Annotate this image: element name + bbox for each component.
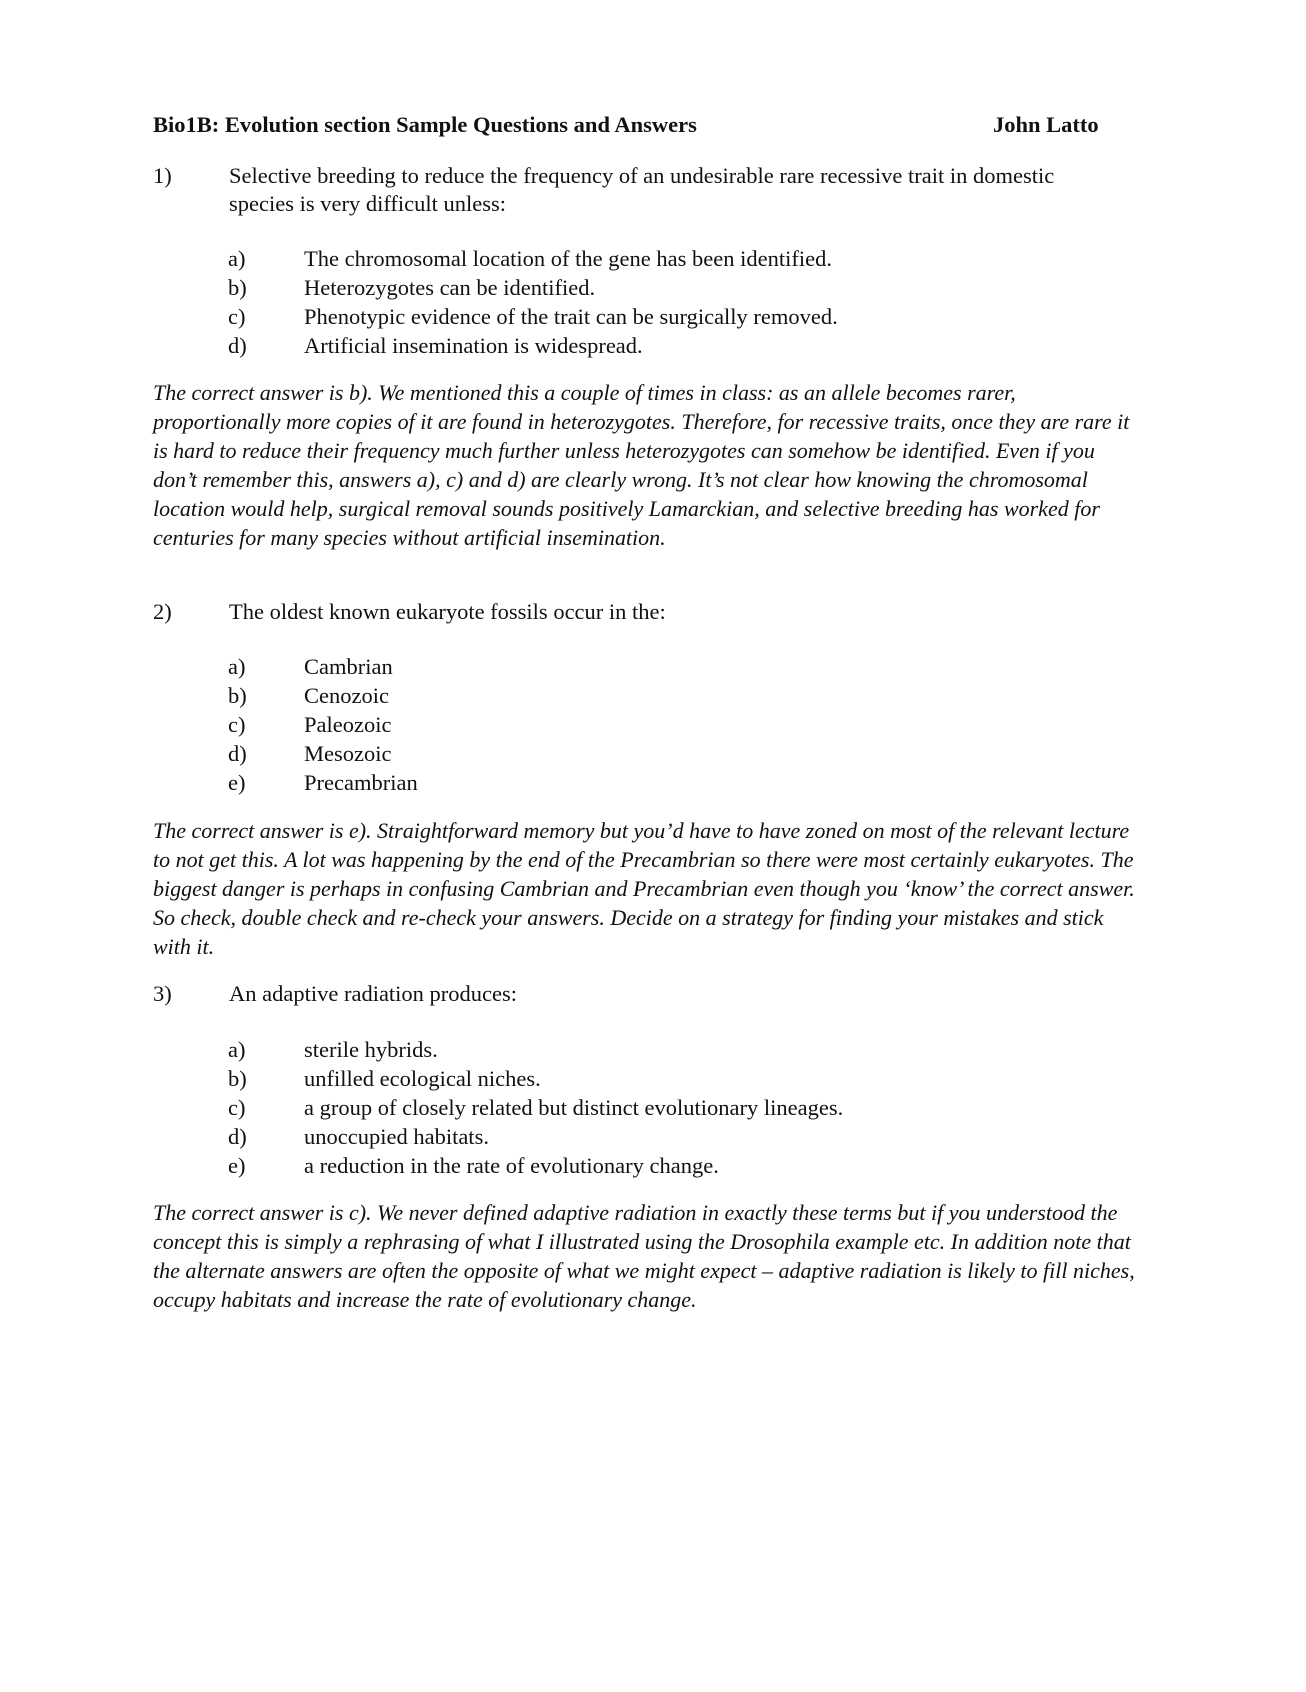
option-letter: e) (228, 770, 246, 795)
question-2-answer: The correct answer is e). Straightforward memory but you’d have to have zoned on most of the relevant lecture to not get this. A lot was happening by the end of the Precambrian so there were most certainly eukaryotes. The biggest danger is perhaps in confusing Cambrian and Precambrian even though you ‘know’ the correct answer. So check, double check and re-check your answers. Decide on a strategy for finding your mistakes and stick with it. (153, 818, 1135, 959)
option-letter: b) (228, 275, 247, 300)
document-author: John Latto (993, 112, 1099, 137)
option-letter: d) (228, 741, 247, 766)
option-letter: a) (228, 654, 246, 679)
option-letter: e) (228, 1153, 246, 1178)
option-text: a group of closely related but distinct evolutionary lineages. (304, 1095, 844, 1120)
option-text: Paleozoic (304, 712, 392, 737)
document-title: Bio1B: Evolution section Sample Questions and Answers (153, 112, 697, 137)
option-text: Heterozygotes can be identified. (304, 275, 596, 300)
option-letter: c) (228, 1095, 246, 1120)
option-text: a reduction in the rate of evolutionary change. (304, 1153, 719, 1178)
question-1-answer: The correct answer is b). We mentioned this a couple of times in class: as an allele becomes rarer, proportionally more copies of it are found in heterozygotes. Therefore, for recessive traits, once they are rare it is hard to reduce their frequency much further unless heterozygotes can somehow be identified. Even if you don’t remember this, answers a), c) and d) are clearly wrong. It’s not clear how knowing the chromosomal location would help, surgical removal sounds positively Lamarckian, and selective breeding has worked for centuries for many species without artificial insemination. (153, 380, 1130, 550)
option-text: Artificial insemination is widespread. (304, 333, 643, 358)
document-header (153, 112, 1113, 144)
question-text: An adaptive radiation produces: (229, 981, 518, 1006)
option-text: Cambrian (304, 654, 393, 679)
option-letter: a) (228, 246, 246, 271)
option-letter: c) (228, 712, 246, 737)
question-number: 2) (153, 599, 172, 624)
option-text: The chromosomal location of the gene has been identified. (304, 246, 832, 271)
option-text: Mesozoic (304, 741, 392, 766)
question-number: 1) (153, 163, 172, 188)
option-letter: a) (228, 1037, 246, 1062)
option-text: unfilled ecological niches. (304, 1066, 541, 1091)
option-letter: d) (228, 1124, 247, 1149)
question-number: 3) (153, 981, 172, 1006)
option-text: Cenozoic (304, 683, 389, 708)
option-letter: b) (228, 683, 247, 708)
option-text: Precambrian (304, 770, 418, 795)
question-text: The oldest known eukaryote fossils occur in the: (229, 599, 666, 624)
option-letter: c) (228, 304, 246, 329)
question-3-answer: The correct answer is c). We never defined adaptive radiation in exactly these terms but if you understood the concept this is simply a rephrasing of what I illustrated using the Drosophila example etc. In addition note that the alternate answers are often the opposite of what we might expect – adaptive radiation is likely to fill niches, occupy habitats and increase the rate of evolutionary change. (153, 1200, 1135, 1312)
option-text: unoccupied habitats. (304, 1124, 489, 1149)
option-text: sterile hybrids. (304, 1037, 438, 1062)
option-text: Phenotypic evidence of the trait can be surgically removed. (304, 304, 838, 329)
option-letter: d) (228, 333, 247, 358)
question-text: Selective breeding to reduce the frequency of an undesirable rare recessive trait in domestic species is very difficult unless: (229, 163, 1055, 216)
option-letter: b) (228, 1066, 247, 1091)
